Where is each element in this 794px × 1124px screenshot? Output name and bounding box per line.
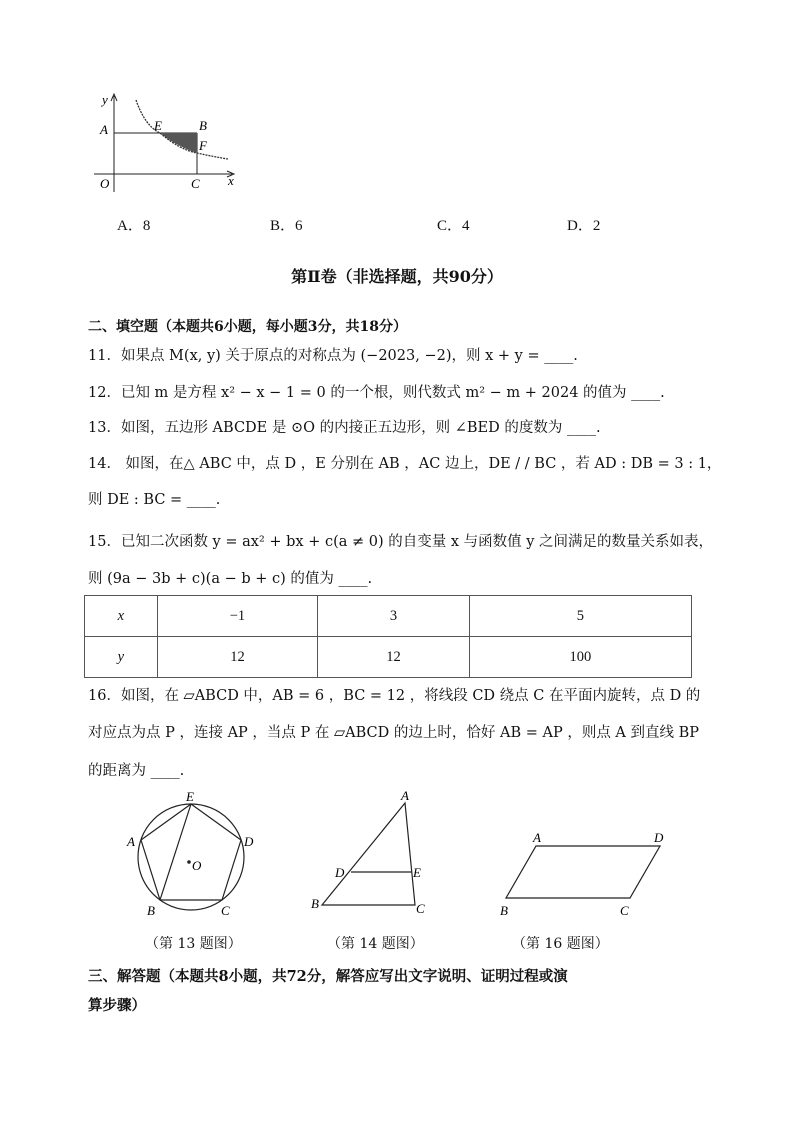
table-cell: y (85, 637, 158, 678)
triangle-abc (322, 803, 415, 905)
label-B: B (147, 903, 155, 918)
label-C: C (221, 903, 230, 918)
label-A: A (100, 122, 108, 137)
label-E: E (413, 865, 421, 880)
label-A: A (401, 788, 409, 803)
question-15-line2: 则 (9a − 3b + c)(a − b + c) 的值为 ____. (88, 571, 373, 587)
label-E: E (186, 789, 194, 804)
label-B: B (311, 896, 319, 911)
center-point (187, 860, 191, 864)
choice-c: C．4 (437, 218, 470, 234)
part2-heading: 二、填空题（本题共6小题，每小题3分，共18分） (88, 319, 407, 335)
figure-16 (492, 825, 672, 920)
table-row (85, 596, 692, 637)
label-D: D (335, 865, 345, 880)
choice-b: B．6 (270, 218, 303, 234)
label-C: C (416, 901, 425, 916)
caption-fig13: （第 13 题图） (145, 936, 242, 952)
table-cell: −1 (157, 596, 318, 637)
table-cell: 12 (318, 637, 469, 678)
hyperbola-graph (90, 92, 250, 202)
figure-14 (305, 788, 435, 918)
figure-13 (125, 790, 260, 920)
value-table (84, 595, 692, 678)
label-F: F (199, 138, 207, 153)
label-B: B (199, 118, 207, 133)
question-14-line2: 则 DE : BC = ____. (88, 492, 221, 508)
label-C: C (620, 903, 629, 918)
caption-fig14: （第 14 题图） (327, 936, 424, 952)
question-16-line3: 的距离为 ____. (88, 763, 185, 779)
question-13: 13．如图，五边形 ABCDE 是 ⊙O 的内接正五边形，则 ∠BED 的度数为 ____. (88, 420, 601, 436)
section-title: 第Ⅱ卷（非选择题，共90分） (291, 267, 503, 286)
label-D: D (654, 830, 664, 845)
question-16-line2: 对应点为点 P ，连接 AP ，当点 P 在 ▱ABCD 的边上时，恰好 AB = AP ，则点 A 到直线 BP (88, 725, 700, 741)
choice-d: D．2 (567, 218, 601, 234)
label-E: E (154, 118, 162, 133)
label-A: A (533, 830, 541, 845)
question-11: 11．如果点 M(x, y) 关于原点的对称点为 (−2023, −2)，则 x + y = ____. (88, 348, 578, 364)
shaded-region (160, 133, 197, 153)
table-cell: 5 (469, 596, 691, 637)
label-B: B (500, 903, 508, 918)
part3-heading-line1: 三、解答题（本题共8小题，共72分，解答应写出文字说明、证明过程或演 (88, 968, 568, 985)
question-14-line1: 14． 如图，在△ ABC 中，点 D ，E 分别在 AB ，AC 边上，DE / / BC ，若 AD : DB = 3 : 1， (88, 456, 722, 472)
label-O: O (100, 176, 110, 191)
question-16-line1: 16．如图，在 ▱ABCD 中，AB = 6 ，BC = 12 ，将线段 CD 绕点 C 在平面内旋转，点 D 的 (88, 688, 701, 704)
label-O: O (192, 858, 202, 873)
hyperbola-curve (136, 100, 228, 159)
label-C: C (191, 176, 200, 191)
circle-o (138, 804, 244, 910)
table-cell: 3 (318, 596, 469, 637)
question-15-line1: 15．已知二次函数 y = ax² + bx + c(a ≠ 0) 的自变量 x 与函数值 y 之间满足的数量关系如表， (88, 534, 714, 550)
pentagon-abcde (141, 804, 241, 900)
label-x: x (228, 173, 234, 188)
table-cell: 100 (469, 637, 691, 678)
caption-fig16: （第 16 题图） (512, 936, 609, 952)
question-12: 12．已知 m 是方程 x² − x − 1 = 0 的一个根，则代数式 m² − m + 2024 的值为 ____. (88, 385, 665, 401)
table-cell: 12 (157, 637, 318, 678)
label-y: y (102, 92, 108, 107)
table-row (85, 637, 692, 678)
table-cell: x (85, 596, 158, 637)
label-A: A (127, 834, 135, 849)
label-D: D (244, 834, 254, 849)
parallelogram-abcd (506, 846, 660, 898)
part3-heading-line2: 算步骤） (88, 997, 146, 1014)
choice-a: A．8 (117, 218, 151, 234)
segment-BE (160, 804, 191, 900)
